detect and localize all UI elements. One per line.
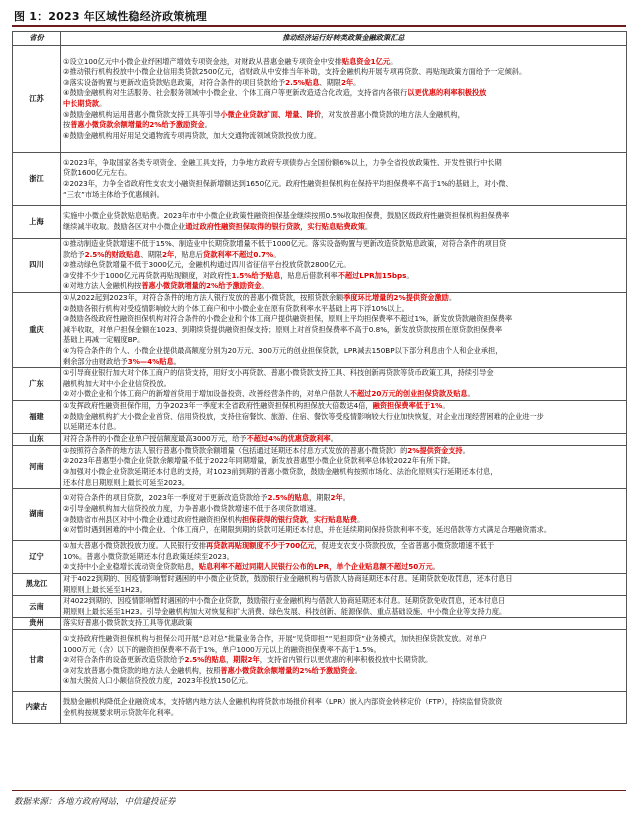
policy-cell <box>61 574 627 596</box>
policy-text: ①从2022起到2023年，对符合条件的地方法人银行发放的普惠小微贷款，按照贷款余额 <box>63 292 344 302</box>
policy-line <box>63 99 624 110</box>
policy-cell <box>61 596 627 618</box>
province-cell: 重庆 <box>13 292 61 367</box>
policy-cell <box>61 630 627 692</box>
policy-text: ③加强对小微企业贷款延期还本付息的支持，对1023前到期的普惠小微贷款，鼓励金融机构按照市场化、法治化原则实行延期还本付息， <box>63 466 498 476</box>
province-cell: 山东 <box>13 434 61 446</box>
policy-text: ①引导商业银行加大对个体工商户的信贷支持，用好支小再贷款、普惠小微贷款支持工具、科技创新再贷款等货币政策工具，持续引导金 <box>63 368 494 378</box>
policy-line <box>63 379 624 390</box>
highlight-text: 2.5%的贴息 <box>267 493 309 503</box>
province-cell: 内蒙古 <box>13 692 61 724</box>
policy-text: 。 <box>173 356 181 366</box>
policy-text: ⑤鼓励金融机构运用普惠小微贷款支持工具等引导 <box>63 109 221 119</box>
policy-line <box>63 239 624 250</box>
table-row <box>13 46 627 153</box>
policy-text: ③鼓励省市州县区对中小微企业通过政府性融资担保机构 <box>63 514 242 524</box>
policy-text: ①设立100亿元中小微企业纾困增产增效专项资金池，对财政从普惠金融专项资金中安排 <box>63 56 342 66</box>
policy-text: ④对暂时遇到困难的中小微企业、个体工商户，在期限到期的贷款可延期还本付息，并在延续期间保持贷款利率不变，延迟借款等方式满足合理融资需求。 <box>63 525 552 535</box>
policy-line <box>63 655 624 666</box>
province-cell: 河南 <box>13 445 61 488</box>
policy-text: 。 <box>364 222 373 231</box>
policy-line <box>63 211 624 222</box>
policy-line <box>63 467 624 478</box>
policy-line <box>63 574 624 585</box>
policy-line <box>63 120 624 131</box>
highlight-text: 1.5%给予贴息 <box>231 270 281 280</box>
policy-text: 对于4022到期的、因疫情影响暂时遇困的中小微企业贷款，鼓励银行业金融机构与借款人协商延期还本付息。延期贷款免收罚息，还本付息日 <box>63 574 513 584</box>
policy-line <box>63 179 624 190</box>
policy-text: ，贴息后借款利率 <box>280 270 338 280</box>
policy-line <box>63 57 624 68</box>
table-row <box>13 292 627 367</box>
header-province: 省份 <box>13 32 61 46</box>
province-cell: 广东 <box>13 368 61 401</box>
highlight-text: 融资担保费率低于1% <box>372 401 443 411</box>
policy-text: ， <box>306 514 314 524</box>
policy-line <box>63 67 624 78</box>
policy-line <box>63 541 624 552</box>
province-cell: 黑龙江 <box>13 574 61 596</box>
policy-cell <box>61 206 627 239</box>
policy-text: ①发挥政府性融资担保作用，力争2023年一季度末全省政府性融资担保机构担保放大倍数达4倍， <box>63 401 373 411</box>
policy-text: 、期限 <box>140 249 163 259</box>
policy-text: 。 <box>273 249 281 259</box>
policy-text: ②鼓励各银行机构对受疫情影响较大的个体工商户和中小微企业在原有贷款利率水平基础上再下浮10%以上。 <box>63 303 409 313</box>
policy-text: 。 <box>390 56 398 66</box>
table-row <box>13 574 627 596</box>
policy-line <box>63 493 624 504</box>
policy-text: 以延期还本付息。 <box>63 422 121 432</box>
table-row <box>13 489 627 541</box>
policy-text: 落实好普惠小微贷款支持工具等优惠政策 <box>63 618 193 628</box>
highlight-text: 季度环比增量的2%提供资金激励 <box>343 292 449 302</box>
policy-text: 。 <box>98 99 107 108</box>
policy-line <box>63 88 624 99</box>
table-row <box>13 153 627 206</box>
policy-text: 减半收取，对单户担保金额在1023、到期续贷提供融资担保支持；原则上对首贷担保费率不高于0.8%，新发放贷款按照在原贷款担保费率 <box>63 324 503 334</box>
policy-text: 。 <box>353 77 361 87</box>
policy-line <box>63 446 624 457</box>
policy-text: 、期限 <box>319 77 341 87</box>
policy-text: 贷款1600亿元左右。 <box>63 168 132 178</box>
highlight-text: 不超过20万元的创业担保贷款及贴息 <box>349 389 468 399</box>
policy-text: ③对发放普惠小微贷款的地方法人金融机构，按照 <box>63 665 221 675</box>
highlight-text: 2年 <box>340 77 354 87</box>
highlight-text: 2%提供资金支持 <box>407 445 463 455</box>
highlight-text: 2.5%贴息 <box>285 77 320 87</box>
policy-text: 期原则上最长延至1H23。引导金融机构加大对恢复和扩大消费、绿色发展、科技创新、能源保供、重点基础设施、中小微企业等支持力度。 <box>63 606 507 616</box>
policy-line <box>63 618 624 629</box>
policy-line <box>63 222 624 233</box>
highlight-text: 期限2年 <box>233 655 260 665</box>
highlight-text: 再贷款再贴现额度不少于700亿元 <box>206 541 315 551</box>
policy-text: ②2023年，力争全省政府性支农支小融资担保新增额达到1650亿元。政府性融资担保机构在保持平均担保费率不高于1%的基础上，对小微、 <box>63 179 513 188</box>
province-cell: 甘肃 <box>13 630 61 692</box>
policy-line <box>63 552 624 563</box>
policy-text: 。 <box>330 434 338 444</box>
policy-line <box>63 434 624 445</box>
highlight-text: 贷款利率不超过0.7% <box>203 249 274 259</box>
policy-line <box>63 596 624 607</box>
highlight-text: 小微企业贷款扩面、增量、降价 <box>220 109 322 119</box>
table-body <box>13 46 627 724</box>
policy-line <box>63 645 624 656</box>
policy-text: ①支持政府性融资担保机构与担保公司开展“总对总”批量业务合作，开展“见贷即担”“见担即贷”业务模式，加快担保贷款发放。对单户 <box>63 634 488 644</box>
policy-text: 还本付息日期原则上最长可延至2023。 <box>63 477 190 487</box>
policy-text: 。 <box>204 120 212 130</box>
table-row <box>13 596 627 618</box>
policy-text: 融机构加大对中小企业信贷投放。 <box>63 378 171 388</box>
policy-text: 剩余部分由财政给予 <box>63 356 128 366</box>
policy-text: “三农”市场主体给予优惠倾斜。 <box>63 189 164 199</box>
policy-text: 10%。普惠小微贷款延期还本付息政策延续至2023。 <box>63 551 234 561</box>
policy-text: 对符合条件的小微企业单户授信额度最高3000万元，给予 <box>63 434 247 444</box>
policy-text: 。 <box>354 665 362 675</box>
highlight-text: 2年 <box>330 493 343 503</box>
highlight-text: 贴息利率不超过同期人民银行公布的LPR，单个企业贴息额不超过50万元 <box>198 562 433 572</box>
policy-text: 。 <box>406 270 414 280</box>
highlight-text: 担保获得的银行贷款 <box>241 514 307 524</box>
policy-text: ，贴息后 <box>174 249 203 259</box>
policy-text: ①对符合条件的项目贷款，2023年一季度对于更新改造贷款给予 <box>63 493 268 503</box>
table-row <box>13 692 627 724</box>
table-row <box>13 206 627 239</box>
highlight-text: 中长期贷款 <box>63 99 99 108</box>
title-rule <box>12 25 626 27</box>
policy-text: 。 <box>448 292 457 302</box>
highlight-text: 实行贴息贴费 <box>313 514 357 524</box>
province-cell: 四川 <box>13 239 61 293</box>
policy-text: ②支持中小企业稳增长流动资金贷款贴息， <box>63 562 199 572</box>
policy-line <box>63 666 624 677</box>
policy-line <box>63 422 624 433</box>
policy-line <box>63 676 624 687</box>
policy-line <box>63 168 624 179</box>
bottom-rule <box>12 790 626 791</box>
policy-line <box>63 325 624 336</box>
policy-line <box>63 525 624 536</box>
policy-line <box>63 335 624 346</box>
policy-text: ，支持省内银行以更优惠的利率积极投放中长期贷款。 <box>259 655 433 665</box>
policy-text: ④鼓励金融机构对生活服务、社会服务领域中小微企业、个体工商户等更新改造适合化改造，支持省内各银行 <box>63 88 408 98</box>
policy-line <box>63 346 624 357</box>
policy-line <box>63 110 624 121</box>
policy-text: ②鼓励金融机构扩大小微企业首贷、信用贷投放，支持住宿餐饮、旅游、住宿、餐饮等受疫情影响较大行业加快恢复，对企业出现经营困难的企业进一步 <box>63 411 544 421</box>
policy-cell <box>61 618 627 630</box>
policy-line <box>63 158 624 169</box>
policy-line <box>63 131 624 142</box>
header-policy: 推动经济运行好转类政策金融政策汇总 <box>61 32 627 46</box>
highlight-text: 通过政府性融资担保取得的银行贷款，实行贴息贴费政策 <box>185 222 365 231</box>
highlight-text: 2年 <box>162 249 175 259</box>
policy-text: ③落实设备购置与更新改造贷款贴息政策，对符合条件的项目贷款给予 <box>63 77 286 87</box>
policy-line <box>63 314 624 325</box>
province-cell: 上海 <box>13 206 61 239</box>
table-header-row <box>13 32 627 46</box>
policy-text: ②2023年普惠型小微企业贷款余额增量不低于2022年同期增量，新发放普惠型小微企业贷款利率总体较2022年有所下降。 <box>63 456 455 466</box>
table-row <box>13 630 627 692</box>
highlight-text: 普惠小微贷款增量的2%给予激励资金 <box>141 281 262 291</box>
highlight-text: 不超过LPR加15bps <box>337 270 407 280</box>
highlight-text: 普惠小微贷款余额增量的2%给予激励资金 <box>220 665 355 675</box>
policy-text: 。 <box>432 562 440 572</box>
policy-line <box>63 634 624 645</box>
policy-text: ③安排不少于1000亿元再贷款再贴现额度，对政府性 <box>63 270 232 280</box>
policy-line <box>63 389 624 400</box>
table-row <box>13 434 627 446</box>
policy-line <box>63 456 624 467</box>
source-note: 数据来源：各地方政府网站，中信建投证券 <box>14 797 176 807</box>
policy-text: 金机构按规要求明示贷款年化利率。 <box>63 707 179 717</box>
policy-text: ，对发放普惠小微贷款的地方法人金融机构， <box>321 109 465 119</box>
policy-text: 款给予 <box>63 249 85 259</box>
policy-line <box>63 401 624 412</box>
policy-text: 基础上再减一定幅度BP。 <box>63 335 145 345</box>
policy-cell <box>61 292 627 367</box>
policy-text: ④为符合条件的个人、小微企业提供最高额度分别为20万元、300万元的创业担保贷款，LPR减去150BP以下部分利息由个人和企业承担， <box>63 345 503 355</box>
province-cell: 江苏 <box>13 46 61 153</box>
table-row <box>13 618 627 630</box>
policy-text: ⑥鼓励金融机构用好用足交通物流专项再贷款，加大交通物流领域贷款投放力度。 <box>63 130 322 140</box>
highlight-text: 普惠小微贷款余额增量的2%给予激励资金 <box>70 120 205 130</box>
policy-line <box>63 708 624 719</box>
policy-line <box>63 515 624 526</box>
policy-text: 。 <box>462 445 470 455</box>
policy-text: ，促进支农支小贷款投放，全省普惠小微贷款增速不低于 <box>314 541 495 551</box>
policy-cell <box>61 541 627 574</box>
policy-text: 。 <box>357 514 365 524</box>
table-row <box>13 445 627 488</box>
policy-text: 1000万元（含）以下的融资担保费率不高于1%，单户1000万元以上的融资担保费率不高于1.5%。 <box>63 644 381 654</box>
policy-text: 。 <box>442 401 450 411</box>
highlight-text: 2.5%的财政贴息 <box>84 249 141 259</box>
table-row <box>13 541 627 574</box>
highlight-text: 不超过4%的优惠贷款利率 <box>246 434 331 444</box>
policy-line <box>63 190 624 201</box>
policy-line <box>63 585 624 596</box>
province-cell: 辽宁 <box>13 541 61 574</box>
policy-cell <box>61 445 627 488</box>
province-cell: 浙江 <box>13 153 61 206</box>
policy-line <box>63 562 624 573</box>
policy-cell <box>61 368 627 401</box>
policy-text: 继续减半收取。鼓励各区对中小微企业 <box>63 222 186 231</box>
policy-text: 期原则上最长延至1H23。 <box>63 584 147 594</box>
policy-line <box>63 697 624 708</box>
policy-text: ②推动绿色贷款增量不低于3000亿元，金融机构通过四川省征信平台投放贷款2800亿元。 <box>63 260 351 270</box>
policy-text: ， <box>225 655 234 665</box>
policy-table <box>12 31 627 724</box>
highlight-text: 以更优惠的利率积极投放 <box>407 88 487 98</box>
policy-text: ①按照符合条件的地方法人银行普惠小微贷款余额增量（包括通过延期还本付息方式发放的普惠小微贷款）的 <box>63 445 408 455</box>
policy-text: ①加大普惠小微贷款投放力度。人民银行安排 <box>63 541 207 551</box>
policy-text: 按 <box>63 120 71 130</box>
policy-line <box>63 368 624 379</box>
policy-text: 鼓励金融机构降低企业融资成本，支持辖内地方法人金融机构将贷款市场报价利率（LPR）嵌入内部资金转移定价（FTP），持续监督贷款资 <box>63 696 503 706</box>
policy-line <box>63 271 624 282</box>
policy-cell <box>61 153 627 206</box>
policy-text: 对4022到期的、因疫情影响暂时遇困的中小微企业贷款，鼓励银行业金融机构与借款人协商延期还本付息。延期贷款免收罚息，还本付息日 <box>63 596 506 606</box>
policy-text: ②对小微企业和个体工商户的新增首贷用于增加设备投资、改善经营条件的，对单户借款人 <box>63 389 350 399</box>
policy-text: ①2023年，争取国家各类专项资金、金融工具支持，力争地方政府专项债券占全国份额6%以上，力争全省投放政策性、开发性银行中长期 <box>63 157 502 167</box>
table-row <box>13 239 627 293</box>
policy-cell <box>61 692 627 724</box>
policy-line <box>63 78 624 89</box>
province-cell: 湖南 <box>13 489 61 541</box>
policy-text: ④对地方法人金融机构按 <box>63 281 142 291</box>
policy-line <box>63 478 624 489</box>
policy-text: 。 <box>342 493 350 503</box>
policy-line <box>63 607 624 618</box>
policy-text: 实施中小微企业贷款贴息贴费。2023年市中小微企业政策性融资担保基金继续按照0.5%收取担保费，鼓励区级政府性融资担保机构担保费率 <box>63 211 510 221</box>
policy-cell <box>61 434 627 446</box>
table-row <box>13 368 627 401</box>
province-cell: 福建 <box>13 401 61 434</box>
table-row <box>13 401 627 434</box>
policy-text: 。 <box>467 389 475 399</box>
policy-line <box>63 260 624 271</box>
highlight-text: 2.5%的贴息 <box>184 655 226 665</box>
province-cell: 云南 <box>13 596 61 618</box>
policy-line <box>63 504 624 515</box>
figure-title: 图 1：2023 年区域性稳经济政策梳理 <box>14 10 207 23</box>
highlight-text: 3%—4%贴息 <box>127 356 174 366</box>
policy-text: ①推动制造业贷款增速不低于15%、制造业中长期贷款增量不低于1000亿元。落实设备购置与更新改造贷款贴息政策，对符合条件的项目贷 <box>63 239 507 248</box>
policy-cell <box>61 401 627 434</box>
policy-line <box>63 250 624 261</box>
policy-text: ②对符合条件的设备更新改造贷款给予 <box>63 655 185 665</box>
policy-text: ④加大脱贫人口小额信贷投放力度，2023年投放150亿元。 <box>63 676 253 686</box>
policy-line <box>63 304 624 315</box>
policy-cell <box>61 489 627 541</box>
policy-text: ，期限 <box>308 493 331 503</box>
policy-text: ③鼓励各级政府性融资担保机构对符合条件的小微企业和个体工商户提供融资担保，原则上平均担保费率不超过1%，新发放贷款融资担保费率 <box>63 314 513 324</box>
policy-line <box>63 293 624 304</box>
policy-line <box>63 357 624 368</box>
policy-line <box>63 412 624 423</box>
province-cell: 贵州 <box>13 618 61 630</box>
policy-text: 。 <box>261 281 269 291</box>
policy-line <box>63 281 624 292</box>
policy-text: ②引导金融机构加大信贷投放力度，力争普惠小微贷款增速不低于各项贷款增速。 <box>63 504 322 513</box>
policy-text: ②推动银行机构投放中小微企业信用类贷款2500亿元，省财政从中安排当年补助，支持金融机构开展专项再贷款、再贴现政策方面给予一定倾斜。 <box>63 67 527 77</box>
policy-cell <box>61 46 627 153</box>
highlight-text: 贴息资金1亿元 <box>341 56 391 66</box>
policy-cell <box>61 239 627 293</box>
